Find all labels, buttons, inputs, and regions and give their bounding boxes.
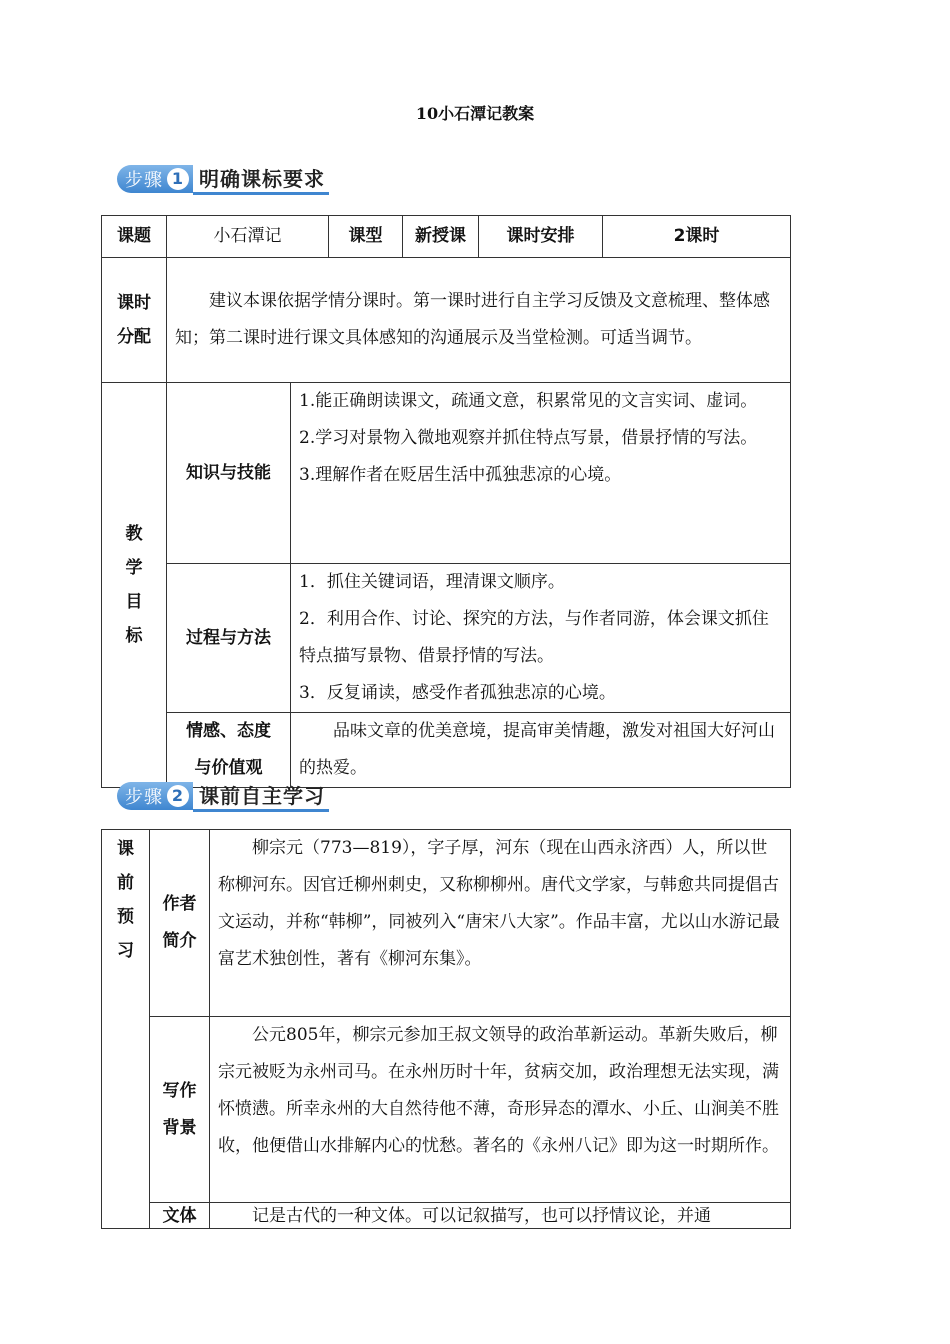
goals-header-char: 教 <box>125 524 143 544</box>
goals-header-char: 标 <box>125 626 143 646</box>
process-item: 2．利用合作、讨论、探究的方法，与作者同游，体会课文抓住特点描写景物、借景抒情的写法。 <box>299 609 769 666</box>
emotion-label <box>167 713 291 788</box>
process-label: 过程与方法 <box>167 564 291 713</box>
step-label: 课前自主学习 <box>193 781 329 812</box>
step-prefix: 步骤 <box>125 787 163 808</box>
goals-header <box>102 383 167 788</box>
process-content <box>291 564 791 713</box>
step-number: 2 <box>167 785 189 807</box>
schedule-header: 课时安排 <box>479 216 603 258</box>
goals-header-char: 学 <box>125 558 143 578</box>
document-title: 10小石潭记教案 <box>415 104 535 123</box>
allocation-text: 建议本课依据学情分课时。第一课时进行自主学习反馈及文意梳理、整体感知；第二课时进行课文具体感知的沟通展示及当堂检测。可适当调节。 <box>167 258 791 383</box>
lesson-type-value: 新授课 <box>403 216 479 258</box>
author-label <box>150 830 210 1017</box>
step-label: 明确课标要求 <box>193 164 329 195</box>
preview-header-char: 课 <box>117 839 134 859</box>
author-label-line-1: 作者 <box>162 894 197 914</box>
pre-class-study-table <box>101 829 791 1229</box>
background-label <box>150 1017 210 1203</box>
author-text: 柳宗元（773—819），字子厚，河东（现在山西永济西）人，所以世称柳河东。因官迁柳州刺史，又称柳柳州。唐代文学家，与韩愈共同提倡古文运动，并称“韩柳”，同被列入“唐宋八大家”。作品丰富，尤以山水游记最富艺术独创性，著有《柳河东集》。 <box>210 830 791 1017</box>
genre-text: 记是古代的一种文体。可以记叙描写，也可以抒情议论，并通 <box>210 1203 791 1229</box>
allocation-header-line-2: 分配 <box>117 327 151 347</box>
step-prefix: 步骤 <box>125 170 163 191</box>
process-item: 1．抓住关键词语，理清课文顺序。 <box>299 572 565 592</box>
emotion-label-line-2: 与价值观 <box>194 758 263 778</box>
step-badge <box>117 782 193 810</box>
topic-value: 小石潭记 <box>167 216 329 258</box>
preview-header-char: 习 <box>117 941 134 961</box>
author-label-line-2: 简介 <box>162 931 197 951</box>
background-text: 公元805年，柳宗元参加王叔文领导的政治革新运动。革新失败后，柳宗元被贬为永州司马。在永州历时十年，贫病交加，政治理想无法实现，满怀愤懑。所幸永州的大自然待他不薄，奇形异态的潭水、小丘、山涧美不胜收，他便借山水排解内心的忧愁。著名的《永州八记》即为这一时期所作。 <box>210 1017 791 1203</box>
preview-header-char: 预 <box>117 907 134 927</box>
schedule-value: 2课时 <box>603 216 791 258</box>
knowledge-item: 3.理解作者在贬居生活中孤独悲凉的心境。 <box>299 465 622 485</box>
allocation-header-line-1: 课时 <box>117 293 151 313</box>
step-number: 1 <box>167 168 189 190</box>
course-standards-table <box>101 215 791 788</box>
step-banner-2 <box>117 781 329 811</box>
allocation-header <box>102 258 167 383</box>
preview-header <box>102 830 150 1229</box>
genre-label: 文体 <box>150 1203 210 1229</box>
background-label-line-2: 背景 <box>162 1117 197 1138</box>
process-item: 3．反复诵读，感受作者孤独悲凉的心境。 <box>299 683 616 703</box>
emotion-label-line-1: 情感、态度 <box>186 721 271 741</box>
knowledge-item: 2.学习对景物入微地观察并抓住特点写景，借景抒情的写法。 <box>299 428 758 448</box>
step-badge <box>117 165 193 193</box>
goals-header-char: 目 <box>125 592 143 612</box>
knowledge-content <box>291 383 791 564</box>
preview-header-char: 前 <box>117 873 134 893</box>
knowledge-item: 1.能正确朗读课文，疏通文意，积累常见的文言实词、虚词。 <box>299 391 758 411</box>
lesson-type-header: 课型 <box>329 216 403 258</box>
background-label-line-1: 写作 <box>162 1080 197 1101</box>
topic-header: 课题 <box>102 216 167 258</box>
step-banner-1 <box>117 164 329 194</box>
knowledge-label: 知识与技能 <box>167 383 291 564</box>
emotion-text: 品味文章的优美意境，提高审美情趣，激发对祖国大好河山的热爱。 <box>291 713 791 788</box>
